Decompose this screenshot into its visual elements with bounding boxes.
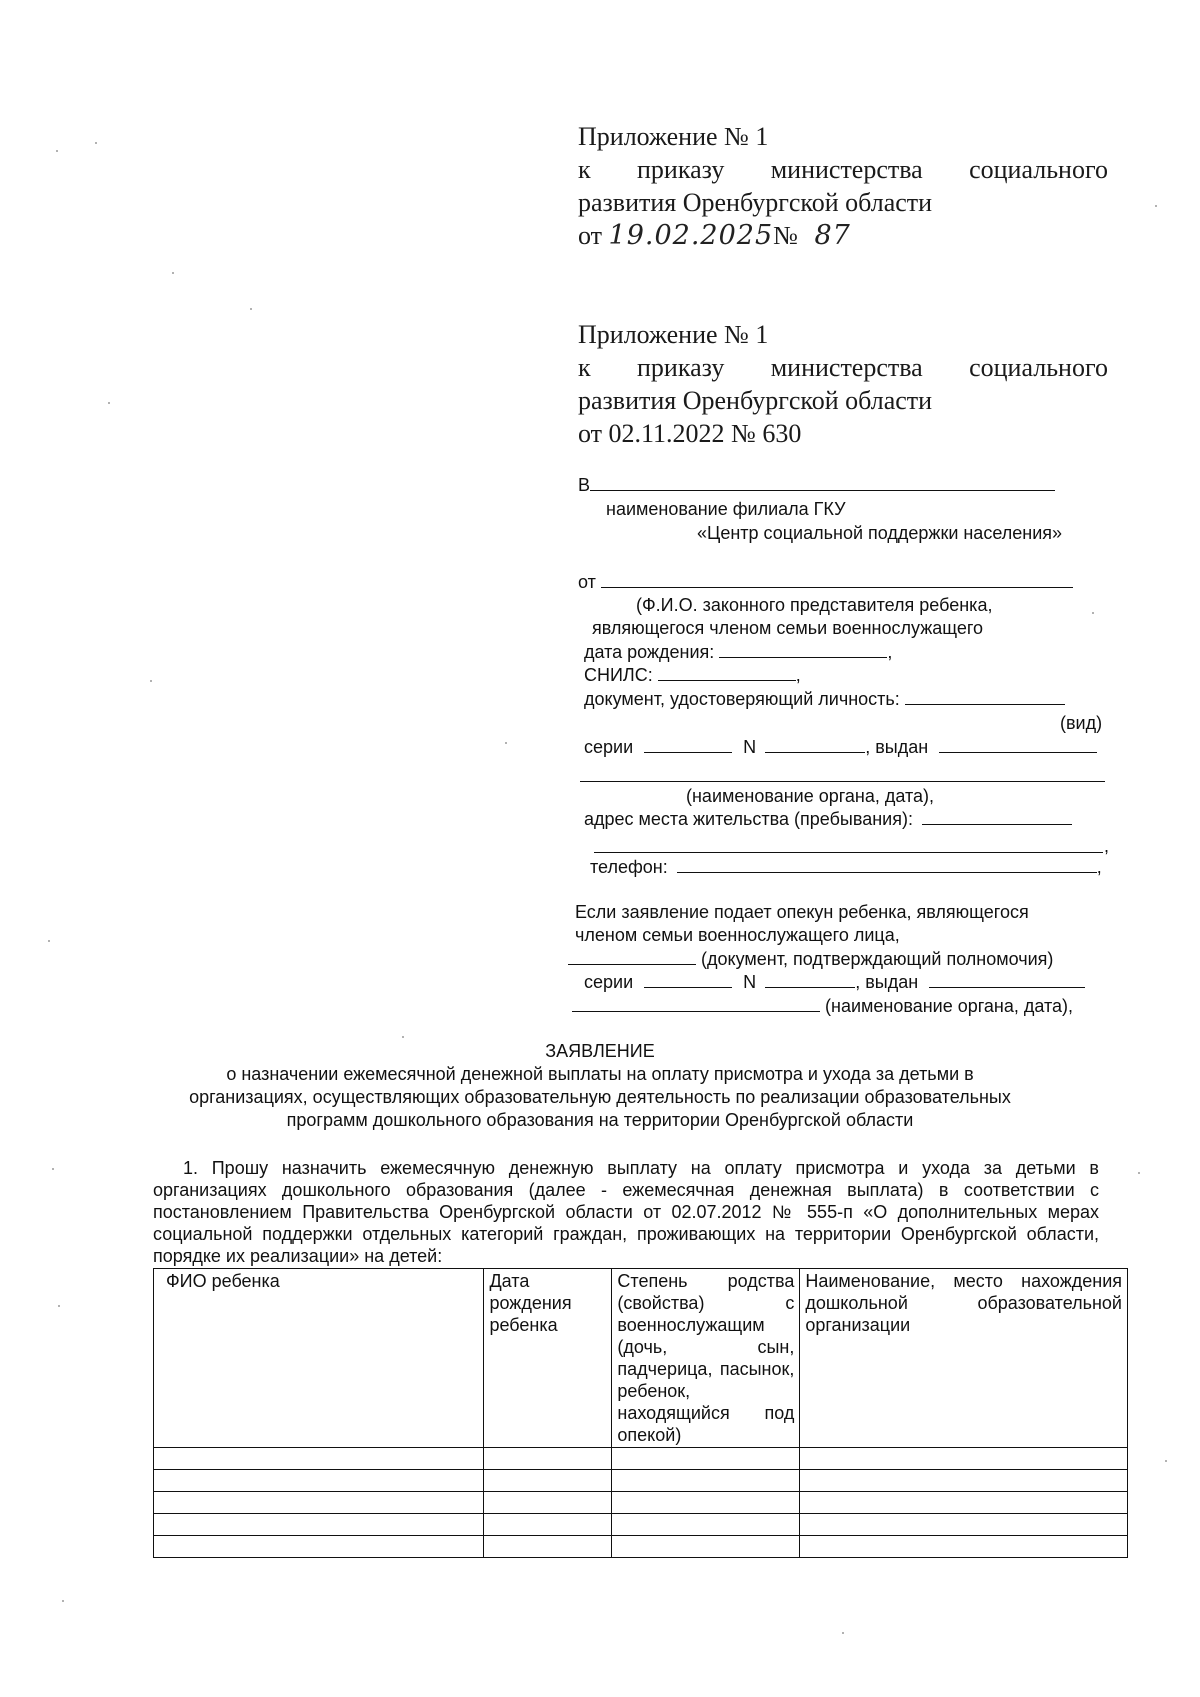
header-relationship: Степень родства (свойства) с военнослужащим (дочь, сын, падчерица, пасынок, ребенок, находящийся под опекой) [612, 1269, 800, 1448]
guardian-issuer-field[interactable] [572, 1010, 820, 1012]
birth-date-line: дата рождения: , [584, 642, 893, 662]
guardian-series-field[interactable] [644, 986, 732, 988]
table-row [154, 1536, 1128, 1558]
branch-caption: «Центр социальной поддержки населения» [697, 523, 1063, 543]
issuer-caption: (наименование органа, дата), [686, 786, 935, 806]
appendix-title: Приложение № 1 [578, 122, 769, 151]
table-header-row [154, 1269, 1128, 1448]
appendix-previous [578, 318, 1108, 450]
children-table [153, 1268, 1128, 1558]
snils-field[interactable] [658, 679, 796, 681]
guardian-text: членом семьи военнослужащего лица, [575, 925, 900, 945]
from-caption: являющегося членом семьи военнослужащего [592, 618, 984, 638]
to-line: В [578, 475, 1055, 496]
kind-caption: (вид) [1060, 713, 1103, 733]
guardian-series-line: серии N , выдан [584, 972, 1085, 993]
header-birth-date: Дата рождения ребенка [484, 1269, 612, 1448]
number-field[interactable] [765, 751, 865, 753]
appendix-order-line: к приказу министерства социального [578, 155, 1108, 184]
table-row [154, 1448, 1128, 1470]
statement-paragraph: 1. Прошу назначить ежемесячную денежную выплату на оплату присмотра и ухода за детьми в организациях дошкольного образования (далее - ежемесячная денежная выплата) в соответствии с постановлением Правительства Оренбургской области от 02.07.2012 № 555-п «О дополнительных мерах социальной поддержки отдельных категорий граждан, проживающих на территории Оренбургской области, порядке их реализации» на детей: [153, 1158, 1099, 1266]
guardian-doc-field[interactable] [568, 963, 696, 965]
statement-subtitle: о назначении ежемесячной денежной выплаты на оплату присмотра и ухода за детьми в [226, 1064, 974, 1084]
phone-line: телефон: , [590, 857, 1102, 877]
statement-subtitle: программ дошкольного образования на территории Оренбургской области [286, 1110, 914, 1130]
handwritten-date: 19.02.2025 [608, 220, 774, 251]
appendix-title: Приложение № 1 [578, 320, 769, 349]
address-line: адрес места жительства (пребывания): [584, 809, 1072, 830]
statement-subtitle: организациях, осуществляющих образовательную деятельность по реализации образовательных [189, 1087, 1011, 1107]
appendix-order-line: к приказу министерства социального [578, 353, 1108, 382]
from-line: от [578, 572, 1073, 593]
statement-heading: ЗАЯВЛЕНИЕ [545, 1041, 655, 1061]
table-row [154, 1470, 1128, 1492]
header-kindergarten: Наименование, место нахождения дошкольной образовательной организации [800, 1269, 1128, 1448]
address-field-2[interactable] [594, 852, 1103, 853]
guardian-issuer-line: (наименование органа, дата), [572, 996, 1073, 1017]
snils-line: СНИЛС: , [584, 665, 801, 685]
branch-caption: наименование филиала ГКУ [606, 499, 846, 519]
appendix-date-line: от 02.11.2022 № 630 [578, 419, 802, 448]
id-doc-line: документ, удостоверяющий личность: [584, 689, 1065, 710]
guardian-issued-field[interactable] [929, 986, 1085, 988]
appendix-date-line: от 19.02.2025№ 87 [578, 220, 851, 251]
address-field[interactable] [922, 823, 1072, 825]
table-row [154, 1492, 1128, 1514]
guardian-text: Если заявление подает опекун ребенка, являющегося [575, 902, 1029, 922]
series-line: серии N , выдан [584, 737, 1097, 758]
birth-date-field[interactable] [719, 656, 887, 658]
guardian-doc-line: (документ, подтверждающий полномочия) [568, 949, 1053, 970]
guardian-number-field[interactable] [765, 986, 855, 988]
applicant-name-field[interactable] [601, 586, 1073, 588]
issuer-field[interactable] [580, 781, 1105, 782]
header-child-name: ФИО ребенка [154, 1269, 484, 1448]
issued-field[interactable] [939, 751, 1097, 753]
from-caption: (Ф.И.О. законного представителя ребенка, [636, 595, 993, 615]
appendix-ministry-line: развития Оренбургской области [578, 188, 933, 217]
appendix-current [578, 120, 1108, 252]
phone-field[interactable] [677, 871, 1097, 873]
appendix-ministry-line: развития Оренбургской области [578, 386, 933, 415]
branch-field[interactable] [590, 489, 1055, 491]
series-field[interactable] [644, 751, 732, 753]
handwritten-number: 87 [814, 220, 851, 251]
table-row [154, 1514, 1128, 1536]
id-doc-field[interactable] [905, 703, 1065, 705]
